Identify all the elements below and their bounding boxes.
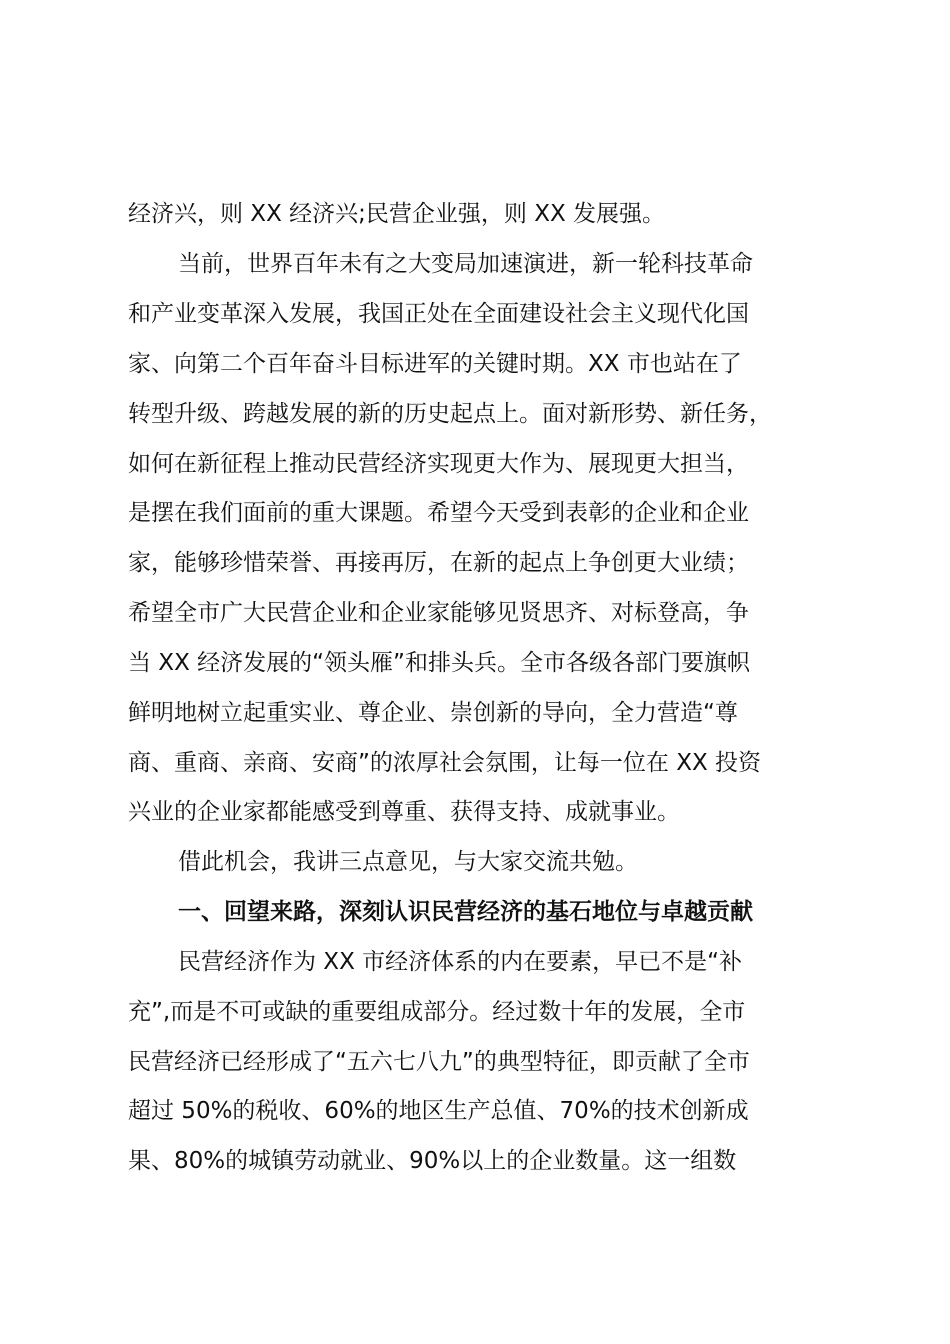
text-line: 果、80%的城镇劳动就业、90%以上的企业数量。这一组数 [128,1148,737,1174]
text-line: 民营经济已经形成了“五六七八九”的典型特征，即贡献了全市 [128,1049,750,1075]
text-line: 兴业的企业家都能感受到尊重、获得支持、成就事业。 [128,799,680,825]
text-line: 鲜明地树立起重实业、尊企业、崇创新的导向，全力营造“尊 [128,700,738,726]
text-line: 经济兴，则 XX 经济兴;民营企业强，则 XX 发展强。 [128,201,666,227]
text-line: 希望全市广大民营企业和企业家能够见贤思齐、对标登高，争 [128,600,749,626]
text-line: 充”,而是不可或缺的重要组成部分。经过数十年的发展，全市 [128,999,746,1025]
paragraph-start: 借此机会，我讲三点意见，与大家交流共勉。 [178,849,638,875]
section-heading: 一、回望来路，深刻认识民营经济的基石地位与卓越贡献 [178,899,753,925]
text-line: 商、重商、亲商、安商”的浓厚社会氛围，让每一位在 XX 投资 [128,750,762,776]
text-line: 家、向第二个百年奋斗目标进军的关键时期。XX 市也站在了 [128,351,742,377]
text-line: 和产业变革深入发展，我国正处在全面建设社会主义现代化国 [128,301,749,327]
text-line: 转型升级、跨越发展的新的历史起点上。面对新形势、新任务， [128,401,772,427]
text-line: 是摆在我们面前的重大课题。希望今天受到表彰的企业和企业 [128,500,749,526]
text-line: 超过 50%的税收、60%的地区生产总值、70%的技术创新成 [128,1098,749,1124]
text-line: 当 XX 经济发展的“领头雁”和排头兵。全市各级各部门要旗帜 [128,650,750,676]
paragraph-start: 当前，世界百年未有之大变局加速演进，新一轮科技革命 [178,251,753,277]
paragraph-start: 民营经济作为 XX 市经济体系的内在要素，早已不是“补 [178,949,743,975]
text-line: 如何在新征程上推动民营经济实现更大作为、展现更大担当， [128,451,749,477]
text-line: 家，能够珍惜荣誉、再接再厉，在新的起点上争创更大业绩； [128,550,749,576]
